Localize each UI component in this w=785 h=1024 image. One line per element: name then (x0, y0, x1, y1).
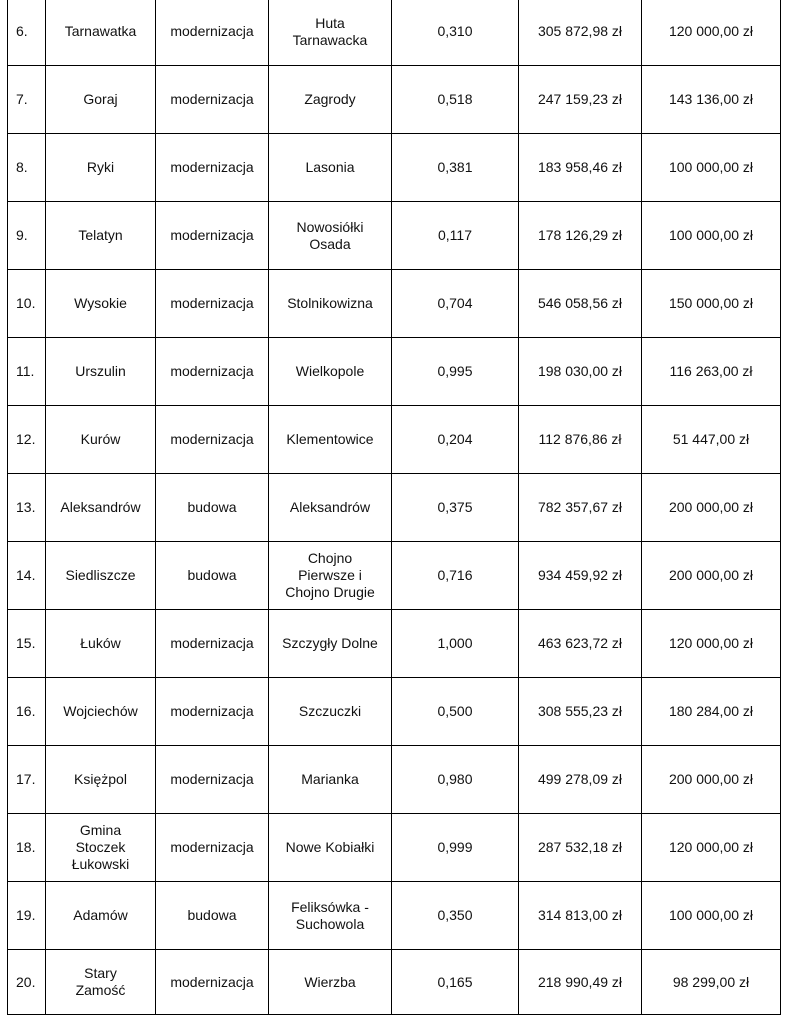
commune-name-cell (46, 814, 156, 882)
locality-name: Marianka (301, 771, 359, 787)
row-number: 12. (16, 431, 36, 447)
row-number-cell (8, 474, 46, 542)
commune-name-cell (46, 406, 156, 474)
road-length: 0,117 (438, 227, 472, 243)
commune-name-cell (46, 678, 156, 746)
row-number-cell (8, 950, 46, 1015)
row-number-cell (8, 610, 46, 678)
commune-name: Adamów (73, 907, 128, 923)
locality-name-cell (269, 474, 392, 542)
total-cost-cell (519, 406, 642, 474)
work-type: modernizacja (170, 703, 254, 719)
row-number-cell (8, 270, 46, 338)
table-row (8, 814, 781, 882)
road-investments-table (7, 0, 781, 1015)
row-number-cell (8, 66, 46, 134)
total-cost: 463 623,72 zł (537, 635, 623, 651)
commune-name-cell (46, 0, 156, 66)
locality-name-cell (269, 66, 392, 134)
locality-name: Wierzba (304, 973, 356, 990)
table-row (8, 66, 781, 134)
road-length-cell (392, 134, 519, 202)
work-type: modernizacja (170, 159, 254, 175)
road-length: 0,204 (437, 431, 473, 447)
total-cost: 247 159,23 zł (537, 91, 623, 107)
locality-name: Lasonia (305, 159, 355, 175)
work-type-cell (156, 338, 269, 406)
subsidy-amount-cell (642, 202, 781, 270)
subsidy-amount: 120 000,00 zł (668, 23, 754, 39)
work-type-cell (156, 406, 269, 474)
table-row (8, 474, 781, 542)
road-length-cell (392, 0, 519, 66)
road-length: 0,500 (437, 703, 473, 719)
commune-name-cell (46, 66, 156, 134)
work-type: modernizacja (170, 23, 254, 39)
commune-name-cell (46, 270, 156, 338)
total-cost: 782 357,67 zł (537, 499, 623, 515)
road-length: 0,310 (437, 23, 473, 39)
locality-name: Nowe Kobiałki (285, 839, 375, 855)
commune-name-cell (46, 542, 156, 610)
subsidy-amount: 180 284,00 zł (668, 703, 754, 719)
road-length: 0,716 (437, 567, 473, 583)
locality-name-cell (269, 0, 392, 66)
road-length-cell (392, 202, 519, 270)
row-number: 11. (16, 363, 35, 379)
work-type: budowa (187, 567, 237, 583)
road-length: 0,350 (437, 907, 473, 923)
total-cost-cell (519, 542, 642, 610)
commune-name: Telatyn (78, 227, 123, 243)
total-cost: 314 813,00 zł (537, 907, 623, 923)
total-cost: 305 872,98 zł (537, 23, 623, 39)
road-length: 0,165 (437, 973, 473, 990)
table-row (8, 202, 781, 270)
work-type: modernizacja (170, 973, 254, 990)
road-length-cell (392, 610, 519, 678)
subsidy-amount: 120 000,00 zł (668, 839, 754, 855)
subsidy-amount: 116 263,00 zł (669, 363, 753, 379)
row-number-cell (8, 0, 46, 66)
subsidy-amount: 51 447,00 zł (672, 431, 750, 447)
locality-name: Szczygły Dolne (282, 635, 378, 651)
commune-name: Goraj (83, 91, 118, 107)
total-cost-cell (519, 202, 642, 270)
subsidy-amount: 200 000,00 zł (668, 499, 754, 515)
table-row (8, 610, 781, 678)
work-type: modernizacja (170, 295, 254, 311)
table-body (8, 0, 781, 1015)
commune-name: Kurów (80, 431, 121, 447)
row-number: 13. (16, 499, 36, 515)
road-length: 1,000 (437, 635, 473, 651)
row-number-cell (8, 202, 46, 270)
table-row (8, 270, 781, 338)
road-length: 0,518 (437, 91, 473, 107)
total-cost: 112 876,86 zł (538, 431, 622, 447)
row-number: 19. (16, 907, 36, 923)
total-cost-cell (519, 474, 642, 542)
work-type-cell (156, 202, 269, 270)
work-type-cell (156, 0, 269, 66)
row-number: 15. (16, 635, 36, 651)
row-number-cell (8, 134, 46, 202)
work-type-cell (156, 950, 269, 1015)
row-number: 9. (16, 227, 28, 243)
table-row (8, 542, 781, 610)
locality-name-cell (269, 542, 392, 610)
subsidy-amount-cell (642, 0, 781, 66)
locality-name: Aleksandrów (289, 499, 371, 515)
work-type: modernizacja (170, 771, 254, 787)
row-number-cell (8, 882, 46, 950)
road-length-cell (392, 950, 519, 1015)
locality-name-cell (269, 814, 392, 882)
row-number: 16. (16, 703, 36, 719)
locality-name-cell (269, 202, 392, 270)
subsidy-amount-cell (642, 678, 781, 746)
subsidy-amount-cell (642, 406, 781, 474)
work-type-cell (156, 542, 269, 610)
subsidy-amount-cell (642, 814, 781, 882)
commune-name: Urszulin (75, 363, 126, 379)
row-number-cell (8, 746, 46, 814)
commune-name: Wysokie (74, 295, 127, 311)
subsidy-amount-cell (642, 270, 781, 338)
total-cost: 178 126,29 zł (537, 227, 623, 243)
total-cost: 198 030,00 zł (537, 363, 623, 379)
commune-name: Łuków (80, 635, 121, 651)
row-number: 7. (16, 91, 28, 107)
work-type-cell (156, 270, 269, 338)
subsidy-amount-cell (642, 950, 781, 1015)
commune-name: Ryki (86, 159, 115, 175)
subsidy-amount: 100 000,00 zł (668, 159, 754, 175)
table-row (8, 882, 781, 950)
road-length-cell (392, 338, 519, 406)
row-number-cell (8, 542, 46, 610)
road-length: 0,704 (437, 295, 473, 311)
locality-name-cell (269, 882, 392, 950)
road-length-cell (392, 746, 519, 814)
commune-name-cell (46, 474, 156, 542)
locality-name-cell (269, 270, 392, 338)
commune-name: Aleksandrów (60, 499, 141, 515)
work-type: modernizacja (170, 227, 254, 243)
total-cost: 218 990,49 zł (537, 973, 623, 990)
table-row (8, 338, 781, 406)
road-length-cell (392, 814, 519, 882)
work-type: budowa (187, 499, 237, 515)
subsidy-amount: 98 299,00 zł (672, 973, 750, 990)
work-type: budowa (187, 907, 237, 923)
road-length: 0,381 (437, 159, 473, 175)
row-number: 18. (16, 839, 36, 855)
work-type-cell (156, 678, 269, 746)
locality-name: Huta Tarnawacka (292, 14, 368, 48)
subsidy-amount: 200 000,00 zł (668, 567, 754, 583)
road-length-cell (392, 270, 519, 338)
road-length-cell (392, 66, 519, 134)
subsidy-amount-cell (642, 746, 781, 814)
work-type-cell (156, 66, 269, 134)
commune-name-cell (46, 950, 156, 1015)
total-cost: 308 555,23 zł (537, 703, 623, 719)
work-type-cell (156, 474, 269, 542)
subsidy-amount-cell (642, 474, 781, 542)
total-cost-cell (519, 950, 642, 1015)
subsidy-amount-cell (642, 882, 781, 950)
subsidy-amount-cell (642, 610, 781, 678)
row-number: 17. (16, 771, 36, 787)
row-number: 8. (16, 159, 28, 175)
total-cost-cell (519, 610, 642, 678)
work-type: modernizacja (170, 363, 254, 379)
commune-name: Księżpol (74, 771, 127, 787)
road-length: 0,375 (437, 499, 473, 515)
work-type: modernizacja (170, 431, 254, 447)
commune-name: Tarnawatka (64, 23, 137, 39)
commune-name-cell (46, 610, 156, 678)
work-type-cell (156, 610, 269, 678)
commune-name: Stary Zamość (75, 965, 126, 998)
locality-name: Feliksówka - Suchowola (291, 898, 369, 932)
commune-name-cell (46, 338, 156, 406)
road-length-cell (392, 474, 519, 542)
total-cost: 287 532,18 zł (537, 839, 623, 855)
work-type-cell (156, 134, 269, 202)
road-length-cell (392, 542, 519, 610)
row-number: 6. (16, 23, 28, 39)
total-cost-cell (519, 746, 642, 814)
row-number-cell (8, 678, 46, 746)
subsidy-amount-cell (642, 66, 781, 134)
locality-name: Stolnikowizna (287, 295, 373, 311)
total-cost-cell (519, 678, 642, 746)
row-number-cell (8, 406, 46, 474)
total-cost-cell (519, 134, 642, 202)
road-length-cell (392, 406, 519, 474)
subsidy-amount-cell (642, 338, 781, 406)
total-cost: 499 278,09 zł (537, 771, 623, 787)
road-length: 0,995 (437, 363, 473, 379)
total-cost: 183 958,46 zł (537, 159, 623, 175)
subsidy-amount: 100 000,00 zł (668, 907, 754, 923)
table-row (8, 746, 781, 814)
road-length: 0,980 (437, 771, 473, 787)
total-cost-cell (519, 338, 642, 406)
subsidy-amount-cell (642, 134, 781, 202)
subsidy-amount-cell (642, 542, 781, 610)
work-type: modernizacja (170, 91, 254, 107)
table-row (8, 0, 781, 66)
row-number: 20. (16, 973, 36, 990)
locality-name-cell (269, 678, 392, 746)
locality-name-cell (269, 406, 392, 474)
commune-name-cell (46, 746, 156, 814)
table-row (8, 678, 781, 746)
commune-name-cell (46, 202, 156, 270)
commune-name-cell (46, 134, 156, 202)
commune-name-cell (46, 882, 156, 950)
total-cost-cell (519, 0, 642, 66)
work-type: modernizacja (170, 839, 254, 855)
row-number: 14. (16, 567, 36, 583)
total-cost: 934 459,92 zł (537, 567, 623, 583)
road-length-cell (392, 678, 519, 746)
total-cost-cell (519, 66, 642, 134)
work-type-cell (156, 746, 269, 814)
locality-name: Wielkopole (295, 363, 365, 379)
road-length-cell (392, 882, 519, 950)
commune-name: Siedliszcze (65, 567, 136, 583)
table-row (8, 134, 781, 202)
work-type: modernizacja (170, 635, 254, 651)
locality-name-cell (269, 746, 392, 814)
work-type-cell (156, 814, 269, 882)
locality-name: Chojno Pierwsze i Chojno Drugie (285, 550, 375, 600)
locality-name: Nowosiółki Osada (296, 218, 364, 252)
locality-name: Zagrody (304, 91, 356, 107)
locality-name: Klementowice (286, 431, 374, 447)
total-cost: 546 058,56 zł (537, 295, 623, 311)
row-number-cell (8, 814, 46, 882)
subsidy-amount: 150 000,00 zł (668, 295, 754, 311)
total-cost-cell (519, 814, 642, 882)
total-cost-cell (519, 882, 642, 950)
row-number-cell (8, 338, 46, 406)
table-row (8, 406, 781, 474)
subsidy-amount: 200 000,00 zł (668, 771, 754, 787)
row-number: 10. (16, 295, 36, 311)
locality-name-cell (269, 338, 392, 406)
locality-name-cell (269, 610, 392, 678)
commune-name: Gmina Stoczek Łukowski (71, 822, 130, 872)
subsidy-amount: 120 000,00 zł (668, 635, 754, 651)
table-row (8, 950, 781, 1015)
work-type-cell (156, 882, 269, 950)
commune-name: Wojciechów (63, 703, 138, 719)
subsidy-amount: 143 136,00 zł (668, 91, 754, 107)
locality-name-cell (269, 950, 392, 1015)
road-length: 0,999 (437, 839, 473, 855)
total-cost-cell (519, 270, 642, 338)
locality-name-cell (269, 134, 392, 202)
subsidy-amount: 100 000,00 zł (668, 227, 754, 243)
locality-name: Szczuczki (298, 703, 362, 719)
